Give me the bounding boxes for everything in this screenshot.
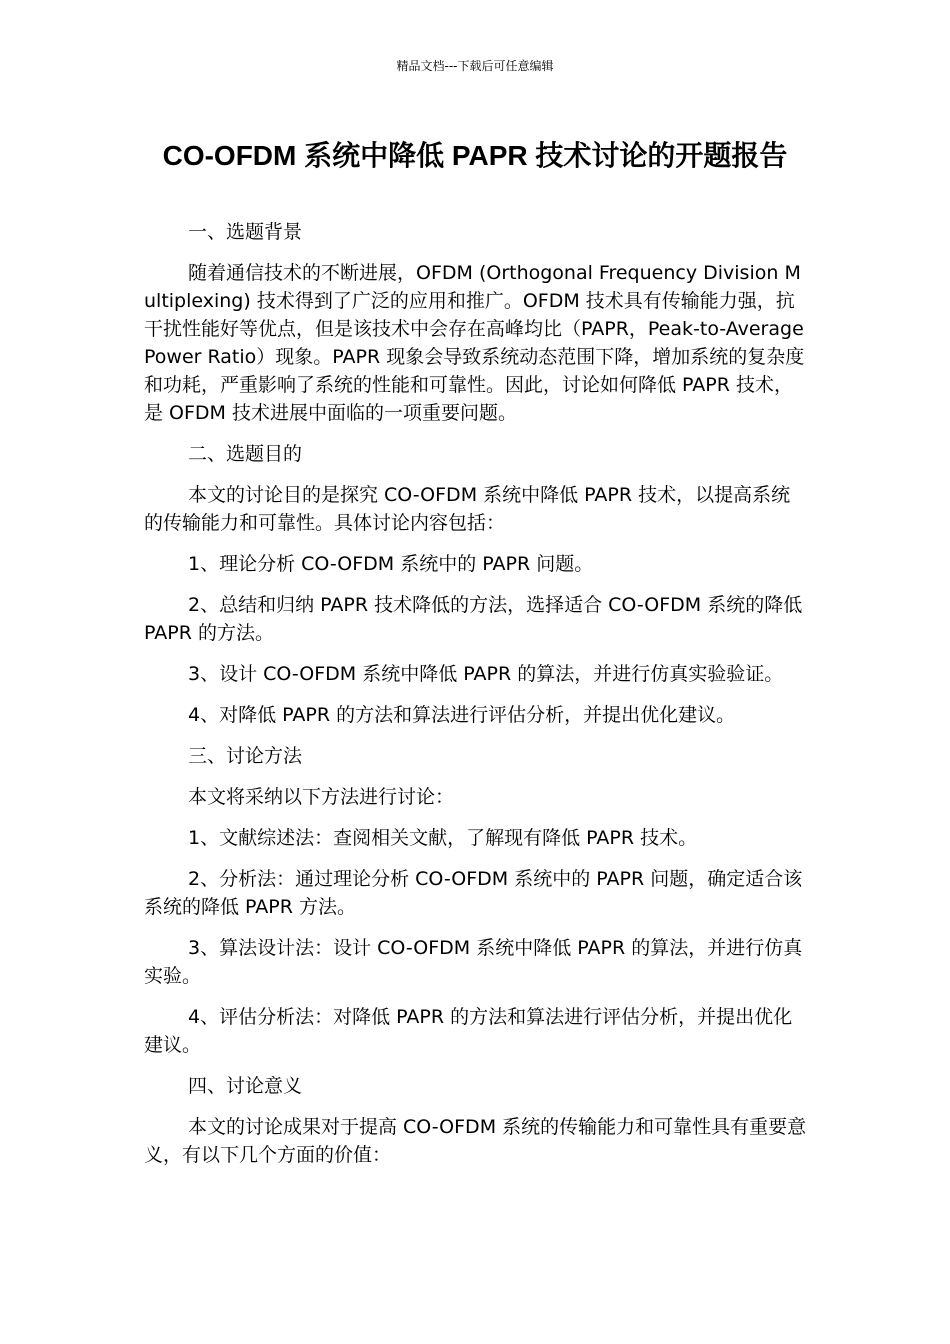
header-note: 精品文档---下载后可任意编辑 [396,59,554,73]
document-body [144,218,808,1182]
section-heading-method: 三、讨论方法 [188,745,303,767]
section-heading-background: 一、选题背景 [188,221,303,243]
section-heading-purpose: 二、选题目的 [188,443,303,465]
document-title: CO-OFDM 系统中降低 PAPR 技术讨论的开题报告 [162,140,788,171]
method-item: 1、文献综述法：查阅相关文献，了解现有降低 PAPR 技术。 [188,827,698,849]
method-item: 3、算法设计法：设计 CO-OFDM 系统中降低 PAPR 的算法，并进行仿真实验。 [144,937,803,987]
method-item: 4、评估分析法：对降低 PAPR 的方法和算法进行评估分析，并提出优化建议。 [144,1006,793,1056]
section-heading-significance: 四、讨论意义 [188,1075,303,1097]
method-item: 2、分析法：通过理论分析 CO-OFDM 系统中的 PAPR 问题，确定适合该系统的降低 PAPR 方法。 [144,868,803,918]
method-intro-paragraph: 本文将采纳以下方法进行讨论： [188,786,455,808]
background-paragraph: 随着通信技术的不断进展，OFDM (Orthogonal Frequency Division Multiplexing) 技术得到了广泛的应用和推广。OFDM 技术具有传输能力强，抗干扰性能好等优点，但是该技术中会存在高峰均比（PAPR，Peak-to-Average Power Ratio）现象。PAPR 现象会导致系统动态范围下降，增加系统的复杂度和功耗，严重影响了系统的性能和可靠性。因此，讨论如何降低 PAPR 技术，是 OFDM 技术进展中面临的一项重要问题。 [144,262,805,424]
purpose-intro-paragraph: 本文的讨论目的是探究 CO-OFDM 系统中降低 PAPR 技术，以提高系统的传输能力和可靠性。具体讨论内容包括： [144,484,791,534]
purpose-item: 3、设计 CO-OFDM 系统中降低 PAPR 的算法，并进行仿真实验验证。 [188,663,784,685]
purpose-item: 2、总结和归纳 PAPR 技术降低的方法，选择适合 CO-OFDM 系统的降低 PAPR 的方法。 [144,594,803,644]
significance-paragraph: 本文的讨论成果对于提高 CO-OFDM 系统的传输能力和可靠性具有重要意义，有以下几个方面的价值： [144,1116,807,1166]
purpose-item: 1、理论分析 CO-OFDM 系统中的 PAPR 问题。 [188,553,594,575]
purpose-item: 4、对降低 PAPR 的方法和算法进行评估分析，并提出优化建议。 [188,704,736,726]
